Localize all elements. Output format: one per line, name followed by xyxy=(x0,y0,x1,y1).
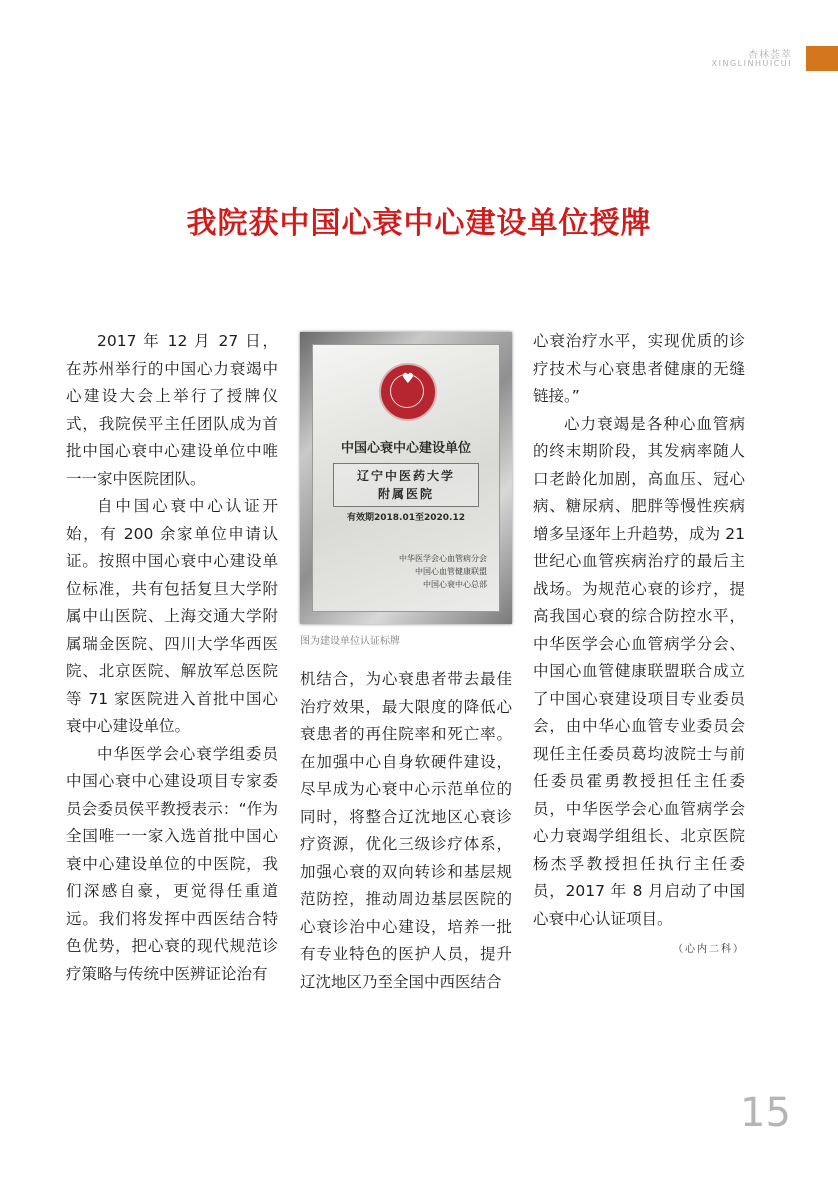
plaque-line2: 辽宁中医药大学 xyxy=(356,469,455,483)
header-section-cn: 杏林荟萃 xyxy=(748,50,792,61)
plaque-line3: 附属医院 xyxy=(377,487,434,501)
plaque-photo xyxy=(300,332,512,624)
article-column-2 xyxy=(300,666,512,996)
paragraph: 心衰治疗水平，实现优质的诊疗技术与心衰患者健康的无缝链接。” xyxy=(533,332,745,405)
paragraph: 2017 年 12 月 27 日，在苏州举行的中国心力衰竭中心建设大会上举行了授牌仪式，我院侯平主任团队成为首批中国心衰中心建设单位中唯一一家中医院团队。 xyxy=(66,332,278,488)
article-column-3 xyxy=(533,328,745,964)
plaque-org2: 中国心血管健康联盟 xyxy=(415,567,487,576)
paragraph: 自中国心衰中心认证开始，有 200 余家单位申请认证。按照中国心衰中心建设单位标准，共有包括复旦大学附属中山医院、上海交通大学附属瑞金医院、四川大学华西医院、北京医院、解放军总医院等 71 家医院进入首批中国心衰中心建设单位。 xyxy=(66,497,278,735)
plaque-validity: 有效期2018.01至2020.12 xyxy=(347,513,465,523)
plaque-seal-icon xyxy=(379,363,437,421)
article-title: 我院获中国心衰中心建设单位授牌 xyxy=(186,206,652,241)
paragraph: 中华医学会心衰学组委员中国心衰中心建设项目专家委员会委员侯平教授表示：“作为全国唯一一家入选首批中国心衰中心建设单位的中医院，我们深感自豪，更觉得任重道远。我们将发挥中西医结合特色优势，把心衰的现代规范诊疗策略与传统中医辨证论治有 xyxy=(66,744,278,983)
page-number: 15 xyxy=(740,1090,791,1136)
paragraph: 心力衰竭是各种心血管病的终末期阶段，其发病率随人口老龄化加剧，高血压、冠心病、糖尿病、肥胖等慢性疾病增多呈逐年上升趋势，成为 21 世纪心血管疾病治疗的最后主战场。为规范心衰的诊疗，提高我国心衰的综合防控水平，中华医学会心血管病学分会、中国心血管健康联盟联合成立了中国心衰建设项目专业委员会，由中华心血管专业委员会现任主任委员葛均波院士与前任委员霍勇教授担任主任委员，中华医学会心血管病学会心力衰竭学组组长、北京医院杨杰孚教授担任执行主任委员，2017 年 8 月启动了中国心衰中心认证项目。 xyxy=(533,414,745,928)
paragraph: 机结合，为心衰患者带去最佳治疗效果，最大限度的降低心衰患者的再住院率和死亡率。在加强中心自身软硬件建设，尽早成为心衰中心示范单位的同时，将整合辽沈地区心衰诊疗资源，优化三级诊疗体系，加强心衰的双向转诊和基层规范防控，推动周边基层医院的心衰诊治中心建设，培养一批有专业特色的医护人员，提升辽沈地区乃至全国中西医结合 xyxy=(300,670,512,991)
plaque-org3: 中国心衰中心总部 xyxy=(423,580,487,589)
photo-caption: 图为建设单位认证标牌 xyxy=(300,636,400,647)
header-section-en: XINGLINHUICUI xyxy=(711,59,792,68)
article-column-1 xyxy=(66,328,278,988)
plaque-face xyxy=(312,344,500,612)
signature: （心内二科） xyxy=(673,944,745,955)
plaque-org1: 中华医学会心血管病分会 xyxy=(399,554,487,563)
header-accent-bar xyxy=(806,46,838,71)
plaque-line1: 中国心衰中心建设单位 xyxy=(340,441,471,456)
seal-heart-icon: ♥ xyxy=(401,371,415,387)
